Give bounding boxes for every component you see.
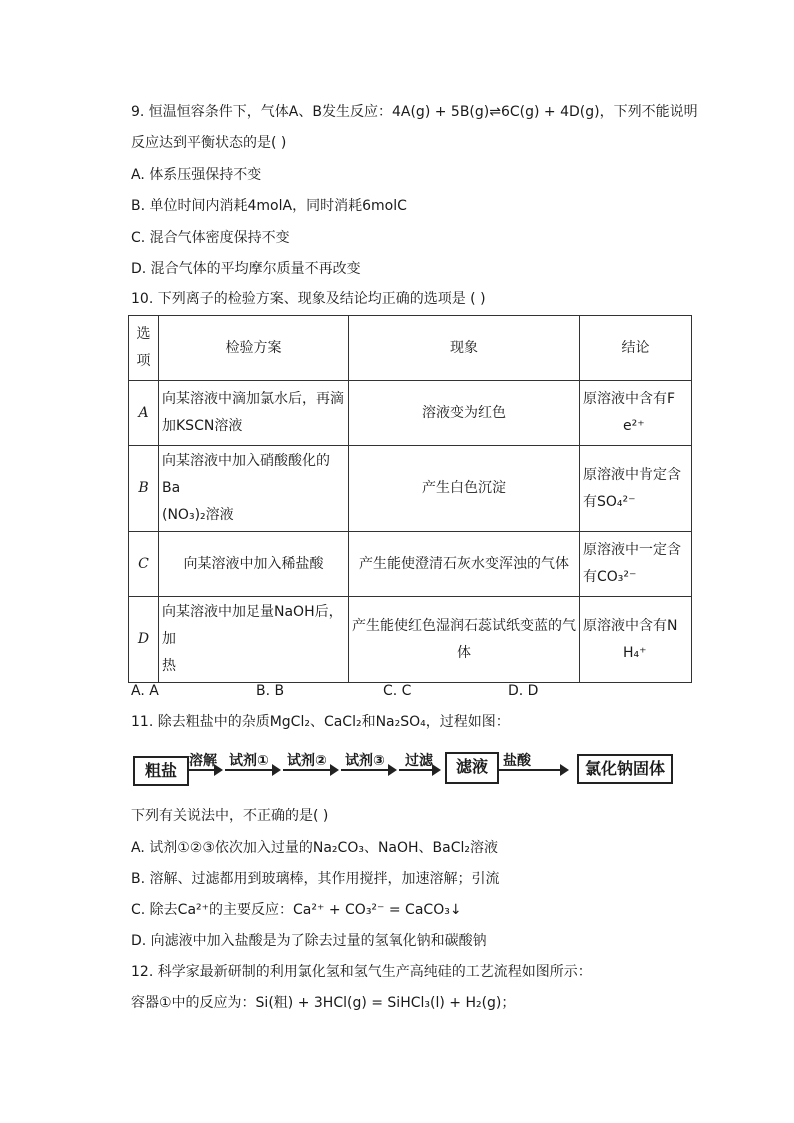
flow-end-box: 氯化钠固体 — [577, 754, 673, 784]
row-option: B — [129, 446, 159, 532]
row-conclusion: 原溶液中含有N H₄⁺ — [580, 597, 692, 683]
row-option: C — [129, 532, 159, 597]
q11-option-c: C. 除去Ca²⁺的主要反应：Ca²⁺ + CO₃²⁻ = CaCO₃↓ — [131, 902, 462, 918]
row-plan: 向某溶液中加足量NaOH后，加 热 — [159, 597, 349, 683]
table-header-row — [129, 316, 692, 381]
row-option: A — [129, 381, 159, 446]
q12-reaction-line: 容器①中的反应为：Si(粗) + 3HCl(g) = SiHCl₃(l) + H₂(g)； — [131, 995, 516, 1011]
row-plan: 向某溶液中加入硝酸酸化的Ba (NO₃)₂溶液 — [159, 446, 349, 532]
table-row — [129, 532, 692, 597]
q11-option-b: B. 溶解、过滤都用到玻璃棒，其作用搅拌，加速溶解；引流 — [131, 871, 500, 887]
q9-option-d: D. 混合气体的平均摩尔质量不再改变 — [131, 261, 361, 277]
row-conclusion: 原溶液中一定含 有CO₃²⁻ — [580, 532, 692, 597]
q10-answer-a: A. A — [131, 683, 159, 699]
row-conclusion: 原溶液中含有F e²⁺ — [580, 381, 692, 446]
flow-label-dissolve: 溶解 — [189, 753, 217, 769]
q10-stem: 10. 下列离子的检验方案、现象及结论均正确的选项是 ( ) — [131, 291, 486, 307]
q11-stem: 11. 除去粗盐中的杂质MgCl₂、CaCl₂和Na₂SO₄，过程如图： — [131, 714, 510, 730]
q10-answer-c: C. C — [383, 683, 412, 699]
q11-flow-diagram — [131, 745, 676, 787]
row-plan: 向某溶液中滴加氯水后，再滴 加KSCN溶液 — [159, 381, 349, 446]
header-phenomenon: 现象 — [349, 316, 580, 381]
row-option: D — [129, 597, 159, 683]
q9-stem-line1: 9. 恒温恒容条件下，气体A、B发生反应：4A(g) + 5B(g)⇌6C(g) + 4D(g)，下列不能说明 — [131, 104, 698, 120]
q10-answer-b: B. B — [256, 683, 285, 699]
q11-option-a: A. 试剂①②③依次加入过量的Na₂CO₃、NaOH、BaCl₂溶液 — [131, 840, 499, 856]
table-row — [129, 597, 692, 683]
q10-table — [128, 315, 692, 683]
q11-question: 下列有关说法中，不正确的是( ) — [131, 808, 329, 824]
header-conclusion: 结论 — [580, 316, 692, 381]
flow-label-reagent1: 试剂① — [229, 753, 269, 769]
flow-start-box: 粗盐 — [133, 756, 189, 786]
q9-stem-line2: 反应达到平衡状态的是( ) — [131, 135, 287, 151]
row-phenomenon: 产生能使澄清石灰水变浑浊的气体 — [349, 532, 580, 597]
row-phenomenon: 产生能使红色湿润石蕊试纸变蓝的气 体 — [349, 597, 580, 683]
row-conclusion: 原溶液中肯定含 有SO₄²⁻ — [580, 446, 692, 532]
table-row — [129, 381, 692, 446]
row-phenomenon: 溶液变为红色 — [349, 381, 580, 446]
row-phenomenon: 产生白色沉淀 — [349, 446, 580, 532]
q11-option-d: D. 向滤液中加入盐酸是为了除去过量的氢氧化钠和碳酸钠 — [131, 933, 487, 949]
q10-answer-d: D. D — [508, 683, 539, 699]
header-option: 选 项 — [129, 316, 159, 381]
q12-stem: 12. 科学家最新研制的利用氯化氢和氢气生产高纯硅的工艺流程如图所示： — [131, 964, 592, 980]
flow-label-hcl: 盐酸 — [503, 753, 531, 769]
flow-label-reagent2: 试剂② — [287, 753, 327, 769]
flow-label-reagent3: 试剂③ — [345, 753, 385, 769]
flow-filtrate-box: 滤液 — [445, 752, 499, 784]
q9-option-b: B. 单位时间内消耗4molA，同时消耗6molC — [131, 198, 407, 214]
flow-label-filter: 过滤 — [405, 753, 433, 769]
row-plan: 向某溶液中加入稀盐酸 — [159, 532, 349, 597]
table-row — [129, 446, 692, 532]
q9-option-c: C. 混合气体密度保持不变 — [131, 230, 290, 246]
q9-option-a: A. 体系压强保持不变 — [131, 167, 262, 183]
header-plan: 检验方案 — [159, 316, 349, 381]
